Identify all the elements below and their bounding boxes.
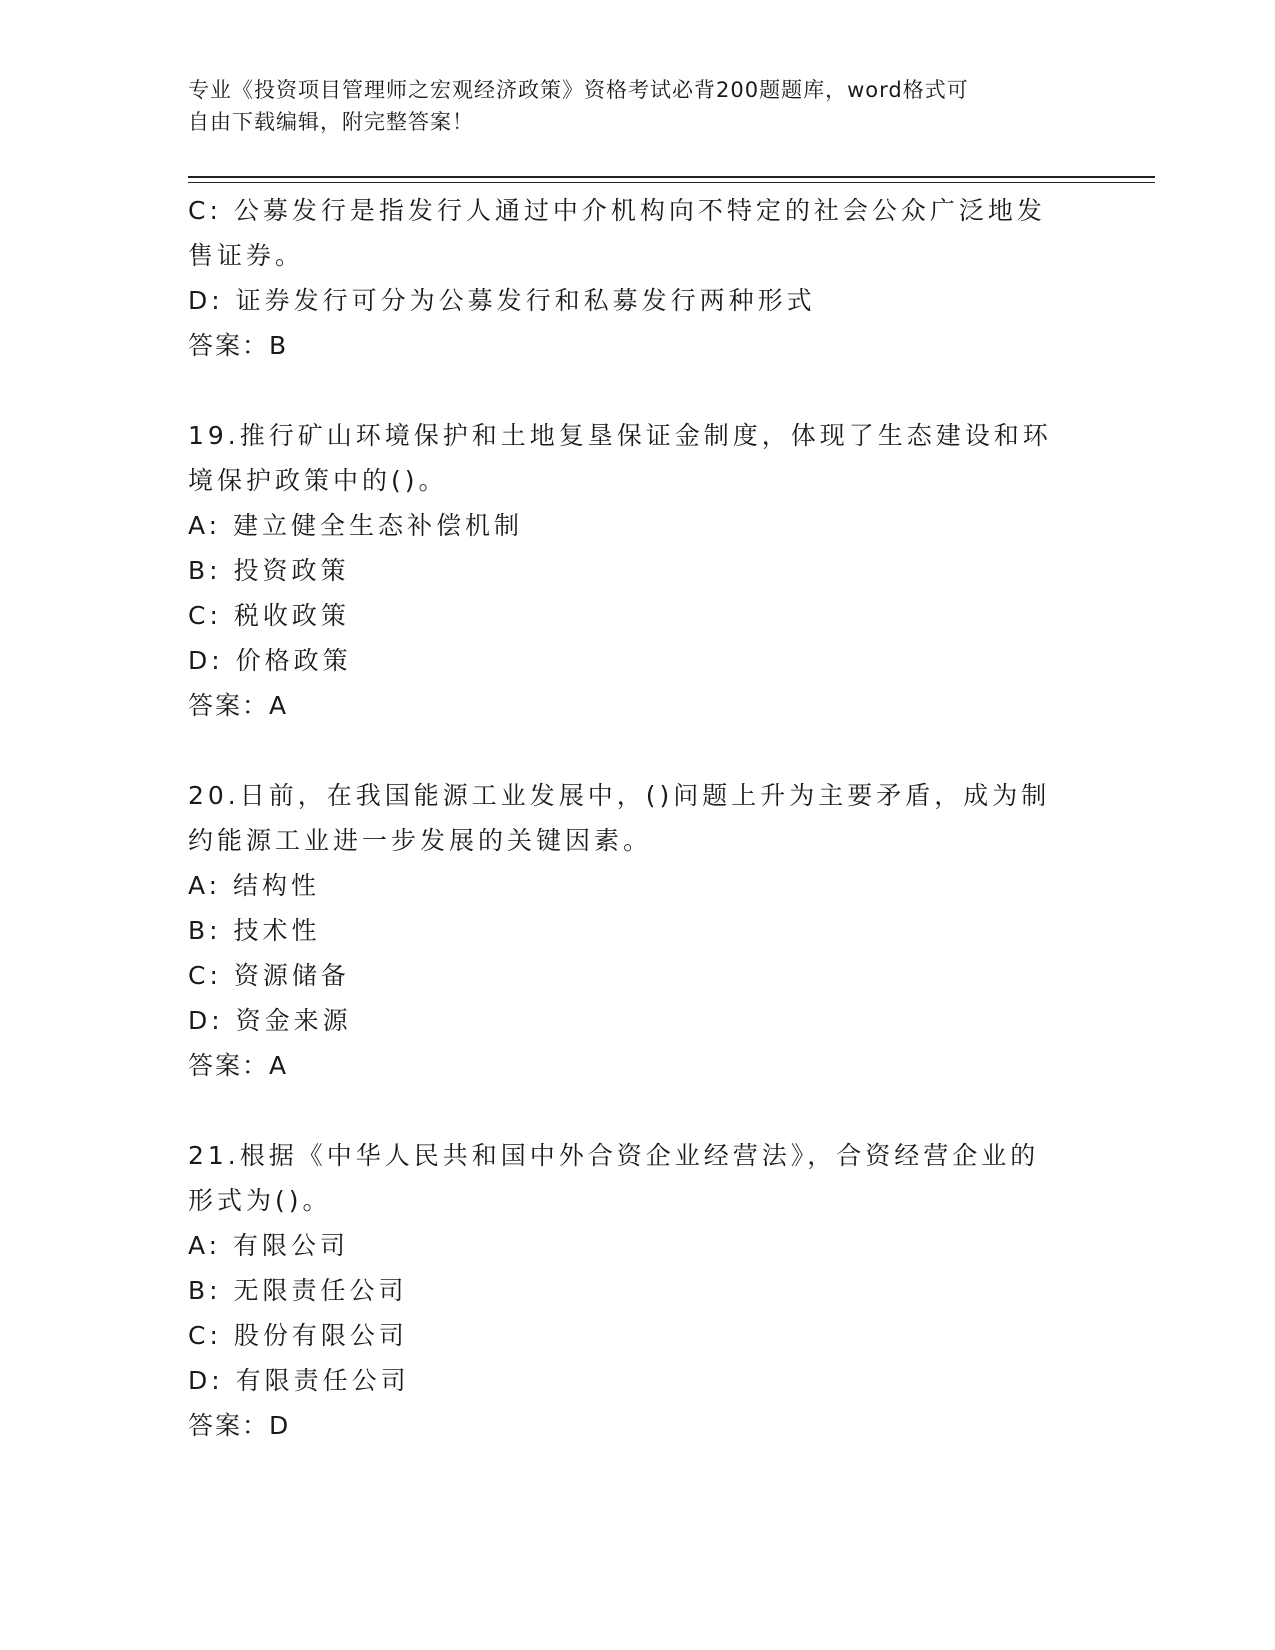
question-content [188,188,1068,1493]
option-a: A: 建立健全生态补偿机制 [188,511,524,540]
question-block-19 [188,413,1068,728]
question-stem: 20.日前，在我国能源工业发展中，()问题上升为主要矛盾，成为制约能源工业进一步发展的关键因素。 [188,781,1051,855]
header-title-line-2: 自由下载编辑，附完整答案！ [188,110,474,134]
question-block-20 [188,773,1068,1088]
option-b: B: 技术性 [188,916,321,945]
option-a: A: 有限公司 [188,1231,350,1260]
option-d: D: 价格政策 [188,646,352,675]
question-block-21 [188,1133,1068,1448]
option-c: C: 股份有限公司 [188,1321,408,1350]
answer: 答案：A [188,1051,289,1080]
option-d: D: 证券发行可分为公募发行和私募发行两种形式 [188,286,816,315]
question-block-18-continued [188,188,1068,368]
answer: 答案：B [188,331,289,360]
answer: 答案：A [188,691,289,720]
question-stem: 21.根据《中华人民共和国中外合资企业经营法》，合资经营企业的形式为()。 [188,1141,1040,1215]
option-d: D: 资金来源 [188,1006,352,1035]
option-b: B: 无限责任公司 [188,1276,408,1305]
option-c: C: 公募发行是指发行人通过中介机构向不特定的社会公众广泛地发售证券。 [188,196,1046,270]
option-c: C: 税收政策 [188,601,350,630]
document-header [188,74,1068,138]
option-c: C: 资源储备 [188,961,350,990]
header-title-line-1: 专业《投资项目管理师之宏观经济政策》资格考试必背200题题库，word格式可 [188,78,969,102]
question-stem: 19.推行矿山环境保护和土地复垦保证金制度，体现了生态建设和环境保护政策中的()。 [188,421,1052,495]
header-divider-thin [188,182,1155,183]
option-b: B: 投资政策 [188,556,350,585]
answer: 答案：D [188,1411,291,1440]
header-divider-thick [188,176,1155,178]
option-a: A: 结构性 [188,871,321,900]
option-d: D: 有限责任公司 [188,1366,410,1395]
